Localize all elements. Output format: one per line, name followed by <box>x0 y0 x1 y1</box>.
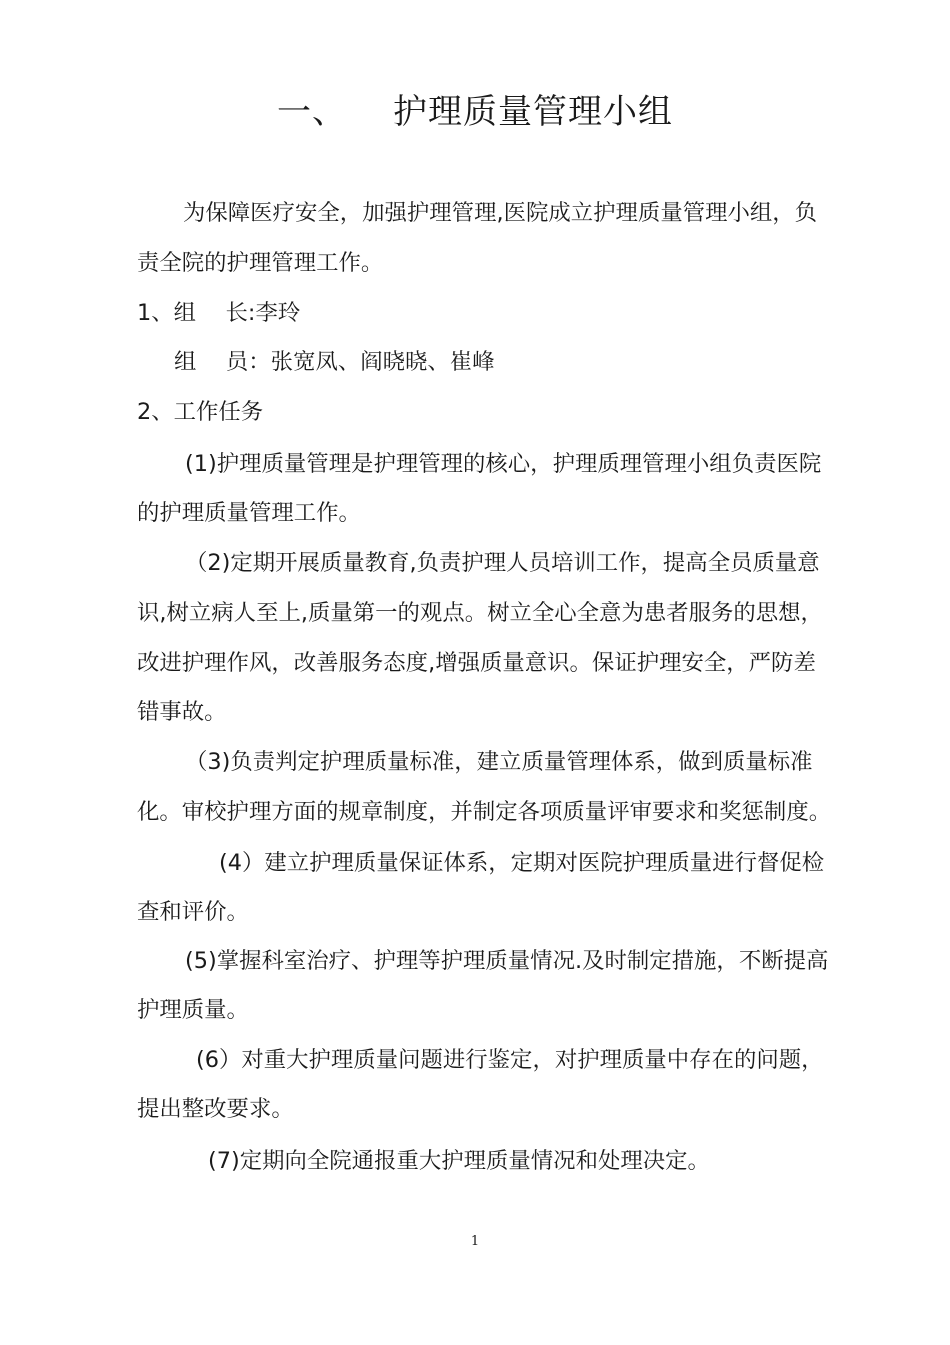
page-number: 1 <box>470 1234 480 1249</box>
title-number: 一、 <box>277 92 347 132</box>
title-text: 护理质量管理小组 <box>393 92 673 132</box>
task-3-line-1: （3)负责判定护理质量标准，建立质量管理体系，做到质量标准 <box>185 749 813 775</box>
group-members-line: 组 员：张宽凤、阎晓晓、崔峰 <box>174 349 495 375</box>
task-4-line-1: (4）建立护理质量保证体系，定期对医院护理质量进行督促检 <box>219 850 825 876</box>
task-7-line-1: (7)定期向全院通报重大护理质量情况和处理决定。 <box>208 1148 710 1174</box>
task-5-line-1: (5)掌握科室治疗、护理等护理质量情况.及时制定措施，不断提高 <box>185 948 829 974</box>
group-leader-line: 1、组 长:李玲 <box>137 300 301 326</box>
task-6-line-1: (6）对重大护理质量问题进行鉴定，对护理质量中存在的问题， <box>196 1047 824 1073</box>
task-2-line-3: 改进护理作风，改善服务态度,增强质量意识。保证护理安全，严防差 <box>137 650 816 676</box>
task-1-line-2: 的护理质量管理工作。 <box>137 500 361 526</box>
task-2-line-4: 错事故。 <box>137 699 227 725</box>
task-6-line-2: 提出整改要求。 <box>137 1096 294 1122</box>
task-2-line-2: 识,树立病人至上,质量第一的观点。树立全心全意为患者服务的思想， <box>137 600 823 626</box>
intro-paragraph-line-2: 责全院的护理管理工作。 <box>137 250 384 276</box>
task-3-line-2: 化。审校护理方面的规章制度，并制定各项质量评审要求和奖惩制度。 <box>137 799 832 825</box>
intro-paragraph-line-1: 为保障医疗安全，加强护理管理,医院成立护理质量管理小组，负 <box>183 200 818 226</box>
section-heading-tasks: 2、工作任务 <box>137 399 264 425</box>
task-1-line-1: (1)护理质量管理是护理管理的核心，护理质理管理小组负责医院 <box>185 451 822 477</box>
task-2-line-1: （2)定期开展质量教育,负责护理人员培训工作，提高全员质量意 <box>185 550 820 576</box>
task-4-line-2: 查和评价。 <box>137 899 249 925</box>
page-title <box>0 84 950 133</box>
task-5-line-2: 护理质量。 <box>137 997 249 1023</box>
